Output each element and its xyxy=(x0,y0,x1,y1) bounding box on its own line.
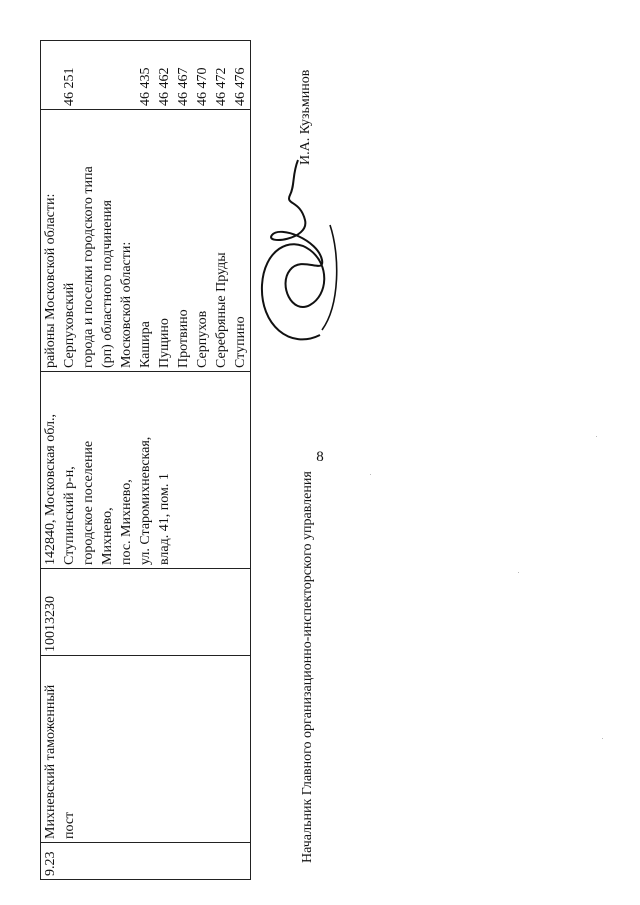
address-line: Ступинский р-н, xyxy=(62,466,77,565)
address-line: городское поселение xyxy=(81,440,96,565)
scan-speck xyxy=(602,738,603,739)
district-line: Серебряные Пруды xyxy=(214,252,229,368)
oktmo-line: 46 435 xyxy=(138,67,153,106)
district-line: Московской области: xyxy=(119,241,134,368)
district-line: Протвино xyxy=(176,309,191,368)
oktmo-line: 46 472 xyxy=(214,67,229,106)
oktmo-blank xyxy=(41,44,60,106)
district-line: Серпухов xyxy=(195,310,210,368)
name-line: Михневский таможенный xyxy=(43,684,58,839)
address-line: пос. Михнево, xyxy=(119,479,134,565)
handwritten-signature xyxy=(250,155,345,345)
signatory-name: И.А. Кузьминов xyxy=(298,69,313,165)
oktmo-line: 46 470 xyxy=(195,67,210,106)
oktmo-line: 46 476 xyxy=(233,67,248,106)
district-line: Ступино xyxy=(233,316,248,368)
oktmo-blank xyxy=(117,44,136,106)
signatory-title: Начальник Главного организационно-инспекторского управления xyxy=(300,471,315,863)
scan-speck xyxy=(596,436,597,437)
district-line: города и поселки городского типа xyxy=(81,166,96,368)
page-number: 8 xyxy=(316,449,324,465)
address-line: 142840, Московская обл., xyxy=(43,414,58,565)
district-line: Пущино xyxy=(157,318,172,368)
customs-code: 10013230 xyxy=(41,569,251,656)
oktmo-line: 46 251 xyxy=(62,67,77,106)
customs-table xyxy=(40,40,251,880)
oktmo-blank xyxy=(98,44,117,106)
customs-post-name xyxy=(41,656,251,843)
address-cell xyxy=(41,372,251,569)
district-line: районы Московской области: xyxy=(43,193,58,368)
district-line: Кашира xyxy=(138,321,153,368)
districts-cell xyxy=(41,110,251,372)
oktmo-cell xyxy=(41,41,251,110)
address-line: ул. Старомихневская, xyxy=(138,436,153,565)
district-line: Серпуховский xyxy=(62,282,77,368)
oktmo-line: 46 467 xyxy=(176,67,191,106)
address-line: влад. 41, пом. 1 xyxy=(157,473,172,565)
name-line: пост xyxy=(62,811,77,839)
oktmo-line: 46 462 xyxy=(157,67,172,106)
table-row xyxy=(41,41,251,880)
scan-speck xyxy=(370,474,371,475)
scan-speck xyxy=(518,572,519,573)
district-line: (рп) областного подчинения xyxy=(100,200,115,368)
address-line: Михнево, xyxy=(100,507,115,565)
oktmo-blank xyxy=(79,44,98,106)
row-number: 9.23 xyxy=(41,843,251,880)
